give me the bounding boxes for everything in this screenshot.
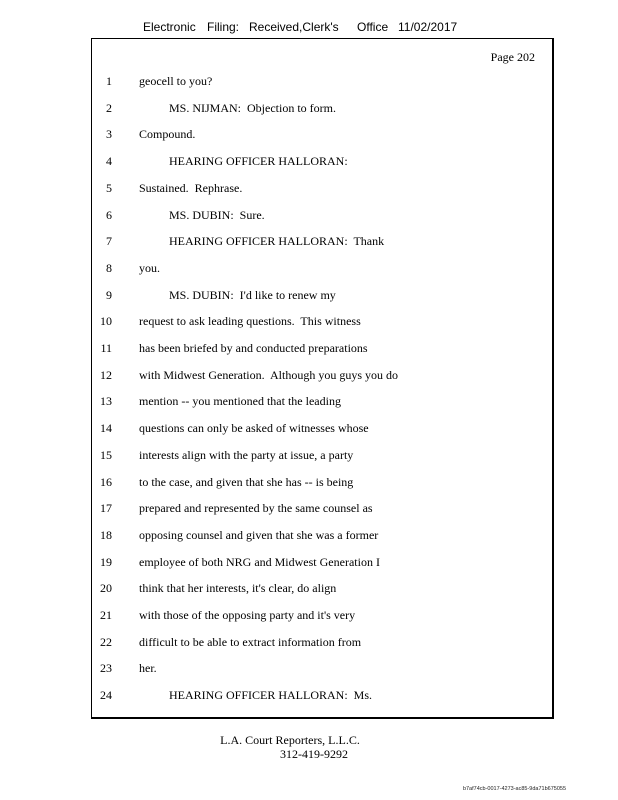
transcript-line: difficult to be able to extract information from: [139, 634, 362, 649]
filing-stamp-electronic: Electronic: [143, 20, 196, 34]
transcript-line: mention -- you mentioned that the leading: [139, 394, 341, 409]
transcript-line: Sustained. Rephrase.: [139, 180, 243, 195]
line-number: 2: [106, 100, 112, 115]
line-number: 6: [106, 207, 112, 222]
filing-stamp-filing: Filing:: [207, 20, 240, 34]
filing-stamp-date: 11/02/2017: [398, 20, 458, 34]
line-number: 3: [106, 127, 112, 142]
transcript-line: employee of both NRG and Midwest Generation I: [139, 554, 380, 569]
transcript-line: to the case, and given that she has -- is being: [139, 474, 354, 489]
line-number: 17: [100, 501, 112, 516]
transcript-line: HEARING OFFICER HALLORAN: Ms.: [139, 688, 373, 703]
line-number: 18: [100, 527, 112, 542]
transcript-line: with those of the opposing party and it's very: [139, 608, 356, 622]
transcript-line: interests align with the party at issue, a party: [139, 447, 354, 462]
line-number: 7: [106, 234, 112, 249]
line-number: 16: [100, 474, 112, 489]
line-number: 22: [100, 634, 112, 649]
transcript-line: her.: [139, 661, 157, 676]
filing-stamp-header: [0, 20, 618, 36]
line-number: 23: [100, 661, 112, 676]
line-number: 12: [100, 367, 112, 382]
line-number: 13: [100, 394, 112, 409]
transcript-line: opposing counsel and given that she was a former: [139, 527, 379, 542]
transcript-line: geocell to you?: [139, 74, 213, 88]
transcript-line: MS. DUBIN: Sure.: [139, 207, 265, 222]
line-number: 4: [106, 154, 112, 169]
transcript-line: MS. NIJMAN: Objection to form.: [139, 100, 336, 115]
transcript-line: think that her interests, it's clear, do align: [139, 581, 337, 596]
line-number: 21: [100, 608, 112, 622]
filing-stamp-office: Office: [357, 20, 389, 34]
footer-company: L.A. Court Reporters, L.L.C.: [220, 733, 360, 747]
line-number: 19: [100, 554, 112, 569]
transcript-line: HEARING OFFICER HALLORAN: Thank: [139, 234, 385, 249]
filing-stamp-received: Received,Clerk's: [249, 20, 339, 34]
line-number: 5: [106, 180, 112, 195]
line-number: 8: [106, 260, 112, 275]
transcript-line: you.: [139, 260, 160, 275]
transcript-line: with Midwest Generation. Although you guys you do: [139, 367, 398, 382]
line-number: 9: [106, 287, 112, 302]
transcript-line: HEARING OFFICER HALLORAN:: [139, 154, 348, 169]
line-number: 24: [100, 688, 112, 703]
document-hash: b7af74cb-0017-4273-ac85-9da71b675055: [462, 786, 566, 792]
line-number: 11: [100, 341, 112, 355]
transcript-line: prepared and represented by the same counsel as: [139, 501, 373, 516]
page-number: Page 202: [490, 50, 535, 64]
transcript-line: request to ask leading questions. This witness: [139, 314, 361, 329]
transcript-line: questions can only be asked of witnesses whose: [139, 421, 369, 436]
line-number: 20: [100, 581, 112, 596]
transcript-line: Compound.: [139, 127, 196, 142]
transcript-line: has been briefed by and conducted preparations: [139, 341, 368, 355]
line-number: 14: [100, 421, 112, 436]
line-number: 10: [100, 314, 112, 329]
line-number: 15: [100, 447, 112, 462]
line-number: 1: [106, 74, 112, 88]
footer-phone: 312-419-9292: [280, 747, 348, 761]
transcript-line: MS. DUBIN: I'd like to renew my: [139, 287, 336, 302]
